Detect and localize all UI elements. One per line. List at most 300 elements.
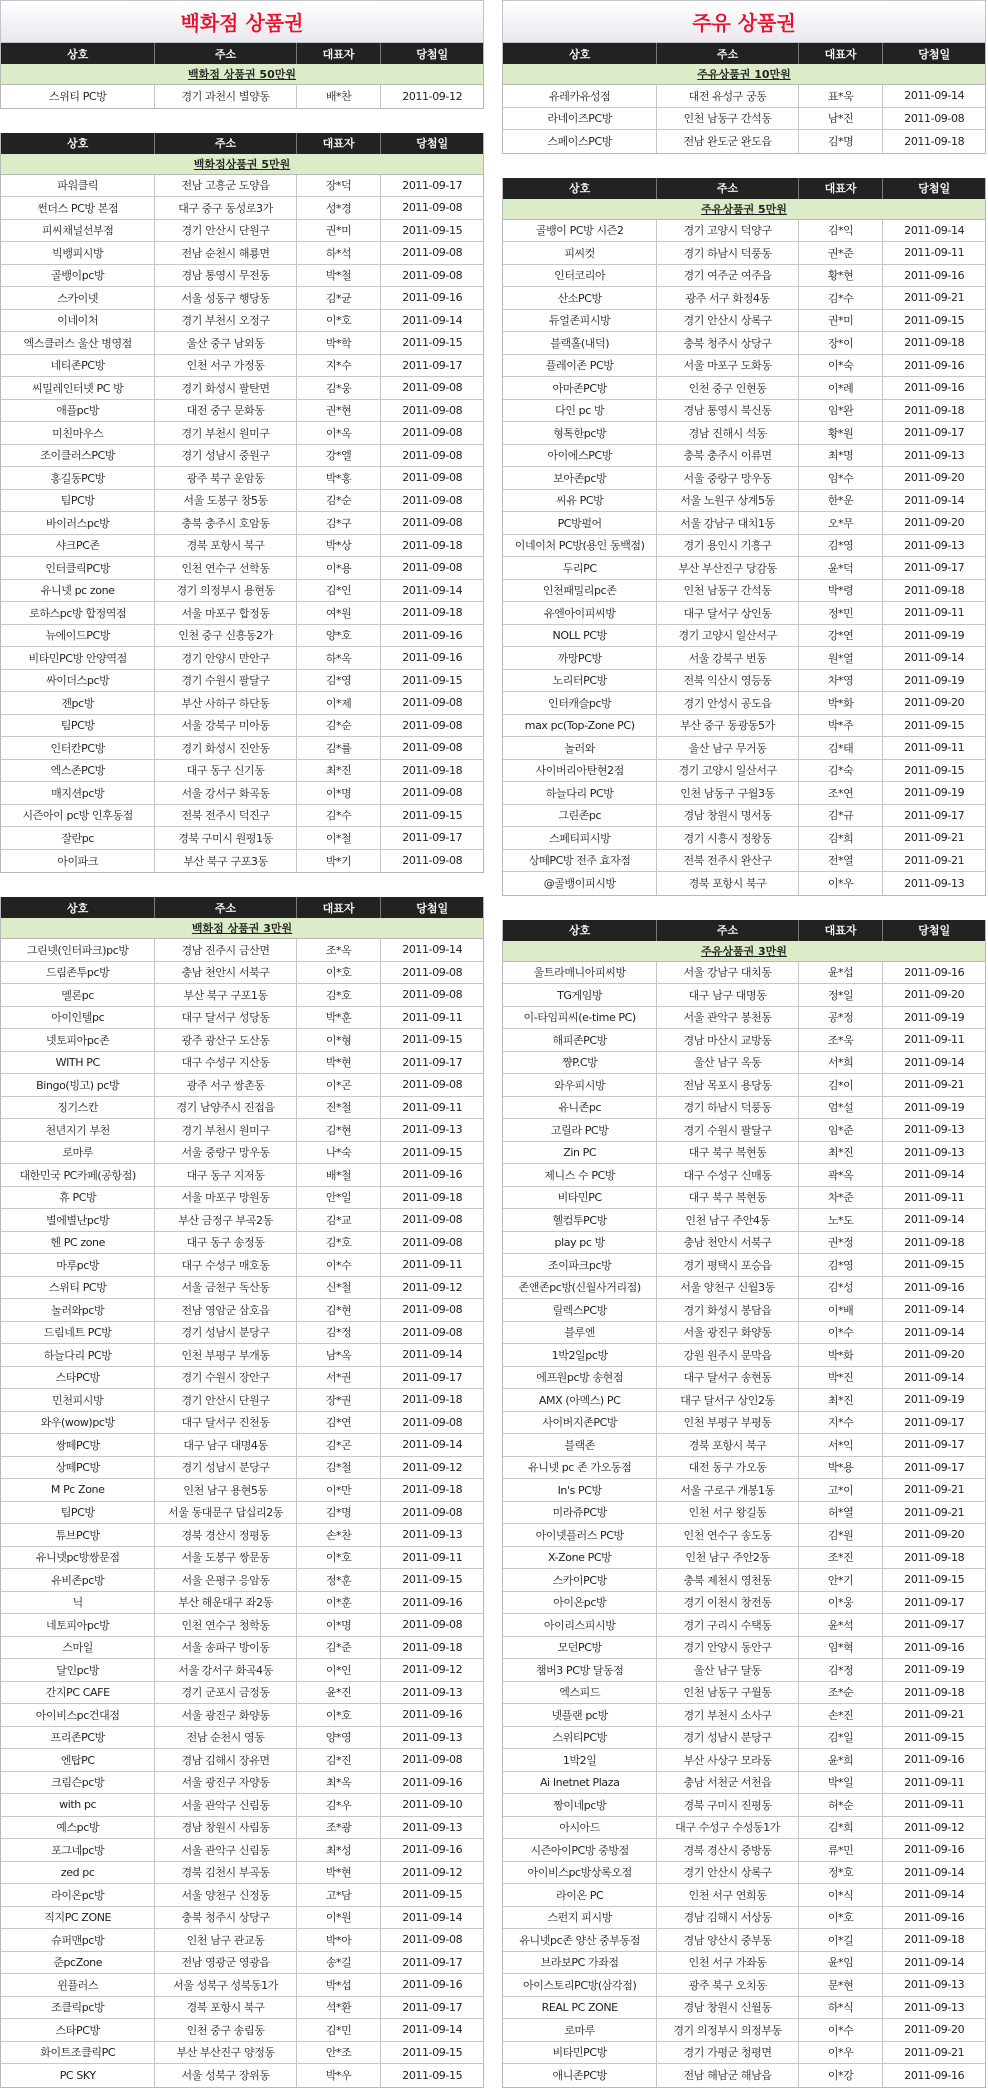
table-row xyxy=(503,1637,985,1660)
table-row xyxy=(1,962,483,985)
prize-section-title: 백화점 상품권 3만원 xyxy=(1,918,483,939)
table-row xyxy=(1,1074,483,1097)
shop-address: 충남 천안시 서북구 xyxy=(155,962,296,984)
representative: 조*광 xyxy=(297,1817,382,1839)
draw-date: 2011-09-08 xyxy=(402,741,463,755)
representative: 황*원 xyxy=(799,422,884,444)
representative: 권*미 xyxy=(297,220,382,242)
draw-date: 2011-09-21 xyxy=(904,291,965,305)
draw-date: 2011-09-20 xyxy=(904,471,965,485)
representative: 이*수 xyxy=(799,1322,884,1344)
representative: 하*석 xyxy=(297,242,382,264)
shop-name: 아마존PC방 xyxy=(503,377,657,399)
shop-name: WITH PC xyxy=(1,1052,155,1074)
header-rep: 대표자 xyxy=(297,133,382,154)
shop-address: 서울 구로구 개봉1동 xyxy=(657,1479,798,1501)
draw-date: 2011-09-21 xyxy=(904,853,965,867)
representative: 윤*희 xyxy=(799,1749,884,1771)
shop-name: 골뱅이pc방 xyxy=(1,265,155,287)
representative: 이*웅 xyxy=(799,1592,884,1614)
table-row xyxy=(1,760,483,783)
draw-date: 2011-09-16 xyxy=(402,1775,463,1789)
shop-name: 유니넷 pc 존 가오동점 xyxy=(503,1457,657,1479)
table-row xyxy=(1,602,483,625)
table-row xyxy=(1,1502,483,1525)
representative: 이*훈 xyxy=(297,1592,382,1614)
table-row xyxy=(1,1479,483,1502)
shop-name: 대한민국 PC카페(공항점) xyxy=(1,1164,155,1186)
shop-address: 경북 경산시 중방동 xyxy=(657,1839,798,1861)
shop-address: 대구 달서구 상인2동 xyxy=(657,1389,798,1411)
representative: 성*경 xyxy=(297,197,382,219)
representative: 조*연 xyxy=(799,782,884,804)
draw-date: 2011-09-15 xyxy=(904,763,965,777)
table-row xyxy=(503,467,985,490)
shop-address: 인천 중구 신흥동2가 xyxy=(155,625,296,647)
shop-address: 충북 제천시 영천동 xyxy=(657,1569,798,1591)
representative: 김*원 xyxy=(799,1524,884,1546)
shop-address: 서울 은평구 응암동 xyxy=(155,1569,296,1591)
draw-date: 2011-09-18 xyxy=(904,583,965,597)
table-row xyxy=(1,1524,483,1547)
draw-date: 2011-09-14 xyxy=(402,2023,463,2037)
shop-name: 유엔아이피씨방 xyxy=(503,602,657,624)
shop-address: 강원 원주시 문막읍 xyxy=(657,1344,798,1366)
shop-name: zed pc xyxy=(1,1862,155,1884)
shop-address: 인천 연수구 청학동 xyxy=(155,1614,296,1636)
shop-address: 대구 달서구 진천동 xyxy=(155,1412,296,1434)
representative: 박*기 xyxy=(297,850,382,873)
prize-section-title: 백화점상품권 5만원 xyxy=(1,154,483,175)
draw-date: 2011-09-17 xyxy=(904,808,965,822)
representative: 이*우 xyxy=(799,872,884,895)
shop-address: 전남 순천시 영동 xyxy=(155,1727,296,1749)
shop-address: 부산 북구 구포1동 xyxy=(155,984,296,1006)
representative: 김*일 xyxy=(799,1727,884,1749)
shop-address: 경기 안성시 공도읍 xyxy=(657,692,798,714)
draw-date: 2011-09-16 xyxy=(402,1708,463,1722)
draw-date: 2011-09-14 xyxy=(904,1055,965,1069)
table-row xyxy=(503,1794,985,1817)
table-row xyxy=(1,1007,483,1030)
shop-address: 경기 과천시 별양동 xyxy=(155,85,296,108)
shop-name: 프리존PC방 xyxy=(1,1727,155,1749)
table-row xyxy=(1,1659,483,1682)
shop-name: 하늘다리 PC방 xyxy=(1,1344,155,1366)
table-row xyxy=(503,1322,985,1345)
shop-address: 충북 충주시 이류면 xyxy=(657,445,798,467)
table-row xyxy=(503,2019,985,2042)
fuel-voucher-column xyxy=(502,0,986,2088)
table-row xyxy=(503,602,985,625)
shop-address: 광주 서구 화정4동 xyxy=(657,287,798,309)
header-addr: 주소 xyxy=(155,133,296,154)
table-row xyxy=(503,400,985,423)
table-row xyxy=(503,242,985,265)
shop-name: 크림슨pc방 xyxy=(1,1772,155,1794)
draw-date: 2011-09-18 xyxy=(402,1190,463,1204)
representative: 이*철 xyxy=(297,827,382,849)
draw-date: 2011-09-21 xyxy=(904,1483,965,1497)
shop-address: 충북 청주시 상당구 xyxy=(657,332,798,354)
representative: 이*옥 xyxy=(297,422,382,444)
header-name: 상호 xyxy=(503,178,657,199)
shop-address: 서울 광진구 화양동 xyxy=(657,1322,798,1344)
shop-address: 경기 평택시 포승읍 xyxy=(657,1254,798,1276)
header-addr: 주소 xyxy=(657,920,798,941)
shop-address: 서울 관악구 봉천동 xyxy=(657,1007,798,1029)
table-row xyxy=(1,1052,483,1075)
representative: 박*화 xyxy=(799,1344,884,1366)
representative: 박*화 xyxy=(799,692,884,714)
draw-date: 2011-09-08 xyxy=(904,111,965,125)
shop-address: 충남 천안시 서북구 xyxy=(657,1232,798,1254)
representative: 박*현 xyxy=(297,1862,382,1884)
header-rep: 대표자 xyxy=(297,897,382,918)
draw-date: 2011-09-11 xyxy=(402,1100,463,1114)
representative: 진*철 xyxy=(297,1097,382,1119)
table-row xyxy=(503,332,985,355)
table-row xyxy=(1,287,483,310)
shop-name: 썬더스 PC방 본점 xyxy=(1,197,155,219)
shop-name: 아이인텔pc xyxy=(1,1007,155,1029)
shop-name: @골뱅이피시방 xyxy=(503,872,657,895)
table-row xyxy=(1,535,483,558)
shop-name: 이-타임피씨(e-time PC) xyxy=(503,1007,657,1029)
prize-section-title: 주유상품권 5만원 xyxy=(503,199,985,220)
draw-date: 2011-09-08 xyxy=(402,786,463,800)
table-row xyxy=(1,85,483,108)
table-row xyxy=(503,2064,985,2087)
shop-address: 서울 도봉구 쌍문동 xyxy=(155,1547,296,1569)
shop-name: 블랙홀(내덕) xyxy=(503,332,657,354)
header-addr: 주소 xyxy=(657,43,798,64)
table-row xyxy=(503,1862,985,1885)
draw-date: 2011-09-17 xyxy=(904,1460,965,1474)
shop-address: 대전 중구 문화동 xyxy=(155,400,296,422)
shop-name: 엑스존PC방 xyxy=(1,760,155,782)
shop-address: 대구 중구 동성로3가 xyxy=(155,197,296,219)
shop-name: PC방펄어 xyxy=(503,512,657,534)
shop-address: 서울 송파구 방이동 xyxy=(155,1637,296,1659)
shop-address: 서울 동대문구 답십리2동 xyxy=(155,1502,296,1524)
representative: 여*원 xyxy=(297,602,382,624)
representative: 김*태 xyxy=(799,737,884,759)
shop-name: 천년지기 부천 xyxy=(1,1119,155,1141)
table-row xyxy=(1,625,483,648)
shop-name: 비타민PC방 xyxy=(503,2042,657,2064)
draw-date: 2011-09-08 xyxy=(402,516,463,530)
representative: 곽*옥 xyxy=(799,1164,884,1186)
shop-address: 울산 남구 옥동 xyxy=(657,1052,798,1074)
shop-address: 서울 성북구 성북동1가 xyxy=(155,1974,296,1996)
representative: 김*균 xyxy=(297,287,382,309)
draw-date: 2011-09-15 xyxy=(904,718,965,732)
column-title: 주유 상품권 xyxy=(502,0,986,43)
draw-date: 2011-09-08 xyxy=(402,561,463,575)
draw-date: 2011-09-15 xyxy=(402,1145,463,1159)
shop-address: 서울 강남구 대치동 xyxy=(657,962,798,984)
representative: 박*우 xyxy=(297,2064,382,2087)
shop-name: 시즌아이 pc방 인후동점 xyxy=(1,805,155,827)
draw-date: 2011-09-08 xyxy=(402,1505,463,1519)
table-header xyxy=(1,133,483,154)
representative: 김*인 xyxy=(297,580,382,602)
table-row xyxy=(503,1997,985,2020)
table-row xyxy=(1,1727,483,1750)
shop-name: 인천패밀리pc존 xyxy=(503,580,657,602)
table-row xyxy=(1,1277,483,1300)
representative: 송*길 xyxy=(297,1952,382,1974)
representative: 조*순 xyxy=(799,1682,884,1704)
table-row xyxy=(503,1907,985,1930)
draw-date: 2011-09-19 xyxy=(904,673,965,687)
draw-date: 2011-09-08 xyxy=(402,471,463,485)
shop-address: 경기 수원시 팔달구 xyxy=(657,1119,798,1141)
prize-section-title: 주유상품권 10만원 xyxy=(503,64,985,85)
shop-address: 경남 창원시 사림동 xyxy=(155,1817,296,1839)
representative: 김*현 xyxy=(297,1299,382,1321)
table-header xyxy=(503,920,985,941)
shop-address: 대구 동구 지저동 xyxy=(155,1164,296,1186)
representative: 박*령 xyxy=(799,580,884,602)
table-header xyxy=(1,897,483,918)
representative: 박*진 xyxy=(799,1367,884,1389)
draw-date: 2011-09-08 xyxy=(402,403,463,417)
representative: 조*욱 xyxy=(799,1029,884,1051)
shop-name: 노리터PC방 xyxy=(503,670,657,692)
representative: 노*도 xyxy=(799,1209,884,1231)
table-row xyxy=(503,220,985,243)
draw-date: 2011-09-15 xyxy=(904,313,965,327)
draw-date: 2011-09-14 xyxy=(402,1348,463,1362)
table-row xyxy=(503,805,985,828)
table-row xyxy=(1,580,483,603)
table-row xyxy=(1,1749,483,1772)
shop-name: 상떼PC방 전주 효자점 xyxy=(503,850,657,872)
representative: 문*현 xyxy=(799,1974,884,1996)
representative: 김*민 xyxy=(297,2019,382,2041)
shop-name: NOLL PC방 xyxy=(503,625,657,647)
shop-name: 1박2일pc방 xyxy=(503,1344,657,1366)
table-header xyxy=(503,178,985,199)
shop-address: 경남 양산시 중부동 xyxy=(657,1929,798,1951)
shop-name: 사이버리아탄현2점 xyxy=(503,760,657,782)
shop-name: 엑스클러스 울산 병영점 xyxy=(1,332,155,354)
shop-address: 경북 포항시 북구 xyxy=(657,872,798,895)
draw-date: 2011-09-21 xyxy=(904,1078,965,1092)
representative: 석*환 xyxy=(297,1997,382,2019)
representative: 박*일 xyxy=(799,1772,884,1794)
shop-name: AMX (아멕스) PC xyxy=(503,1389,657,1411)
draw-date: 2011-09-08 xyxy=(402,718,463,732)
shop-address: 전북 전주시 완산구 xyxy=(657,850,798,872)
table-row xyxy=(1,197,483,220)
shop-address: 서울 중랑구 망우동 xyxy=(657,467,798,489)
shop-address: 대구 남구 대명4동 xyxy=(155,1434,296,1456)
draw-date: 2011-09-21 xyxy=(904,2045,965,2059)
representative: 최*옥 xyxy=(297,1772,382,1794)
table-row xyxy=(1,782,483,805)
shop-name: Bingo(빙고) pc방 xyxy=(1,1074,155,1096)
table-row xyxy=(1,2042,483,2065)
table-row xyxy=(503,1007,985,1030)
representative: 김*률 xyxy=(297,737,382,759)
shop-name: 비타민PC xyxy=(503,1187,657,1209)
shop-name: 유니넷pc방쌍문점 xyxy=(1,1547,155,1569)
table-row xyxy=(1,2019,483,2042)
draw-date: 2011-09-18 xyxy=(402,1640,463,1654)
draw-date: 2011-09-08 xyxy=(402,988,463,1002)
table-row xyxy=(1,670,483,693)
representative: 남*진 xyxy=(799,108,884,130)
header-rep: 대표자 xyxy=(799,920,884,941)
draw-date: 2011-09-13 xyxy=(402,1528,463,1542)
shop-address: 부산 사상구 모라동 xyxy=(657,1749,798,1771)
shop-address: 경기 부천시 오정구 xyxy=(155,310,296,332)
table-row xyxy=(1,1097,483,1120)
shop-name: 팀PC방 xyxy=(1,1502,155,1524)
table-row xyxy=(503,108,985,131)
shop-address: 서울 관악구 신림동 xyxy=(155,1839,296,1861)
representative: 이*강 xyxy=(799,2064,884,2087)
table-row xyxy=(1,490,483,513)
shop-name: 헬컴투PC방 xyxy=(503,1209,657,1231)
table-row xyxy=(503,1884,985,1907)
shop-name: 윈플러스 xyxy=(1,1974,155,1996)
table-row xyxy=(503,1299,985,1322)
shop-address: 인천 중구 송림동 xyxy=(155,2019,296,2041)
shop-address: 서울 금천구 독산동 xyxy=(155,1277,296,1299)
representative: 김*순 xyxy=(297,490,382,512)
shop-name: 젠pc방 xyxy=(1,692,155,714)
shop-address: 경기 성남시 분당구 xyxy=(155,1322,296,1344)
representative: 최*성 xyxy=(297,1839,382,1861)
draw-date: 2011-09-14 xyxy=(904,1303,965,1317)
draw-date: 2011-09-08 xyxy=(402,201,463,215)
shop-name: 스타PC방 xyxy=(1,2019,155,2041)
header-date: 당첨일 xyxy=(918,47,951,61)
shop-name: 로마루 xyxy=(503,2019,657,2041)
shop-name: 샤크PC존 xyxy=(1,535,155,557)
representative: 공*정 xyxy=(799,1007,884,1029)
shop-name: 듀얼존피시방 xyxy=(503,310,657,332)
shop-name: 울트라매니아피씨방 xyxy=(503,962,657,984)
draw-date: 2011-09-13 xyxy=(904,876,965,890)
representative: 임*혁 xyxy=(799,1637,884,1659)
shop-name: 멜론pc xyxy=(1,984,155,1006)
draw-date: 2011-09-08 xyxy=(402,381,463,395)
draw-date: 2011-09-13 xyxy=(904,1978,965,1992)
shop-address: 경기 수원시 장안구 xyxy=(155,1367,296,1389)
shop-name: 화이트조클릭PC xyxy=(1,2042,155,2064)
draw-date: 2011-09-16 xyxy=(904,2068,965,2082)
shop-name: 놀러와 xyxy=(503,737,657,759)
draw-date: 2011-09-11 xyxy=(904,1798,965,1812)
table-row xyxy=(1,1344,483,1367)
representative: 이*명 xyxy=(297,1614,382,1636)
draw-date: 2011-09-17 xyxy=(904,1618,965,1632)
table-row xyxy=(503,1659,985,1682)
table-row xyxy=(503,535,985,558)
shop-address: 인천 서구 왕길동 xyxy=(657,1502,798,1524)
shop-name: 별에별난pc방 xyxy=(1,1209,155,1231)
draw-date: 2011-09-14 xyxy=(904,89,965,103)
shop-address: 서울 양천구 신정동 xyxy=(155,1884,296,1906)
shop-address: 전남 순천시 해룡면 xyxy=(155,242,296,264)
shop-name: 인터칸PC방 xyxy=(1,737,155,759)
shop-address: 대구 달서구 상인동 xyxy=(657,602,798,624)
table-row xyxy=(1,1569,483,1592)
column-title: 백화점 상품권 xyxy=(0,0,484,43)
table-row xyxy=(503,1434,985,1457)
shop-address: 서울 중랑구 망우동 xyxy=(155,1142,296,1164)
table-row xyxy=(503,850,985,873)
representative: 고*담 xyxy=(297,1884,382,1906)
representative: 이*형 xyxy=(297,1029,382,1051)
representative: 권*미 xyxy=(799,310,884,332)
table-row xyxy=(1,1839,483,1862)
shop-address: 부산 중구 동광동5가 xyxy=(657,715,798,737)
representative: 안*조 xyxy=(297,2042,382,2064)
draw-date: 2011-09-08 xyxy=(402,493,463,507)
representative: 전*열 xyxy=(799,850,884,872)
table-row xyxy=(1,1187,483,1210)
representative: 김*우 xyxy=(297,1794,382,1816)
representative: 이*만 xyxy=(297,1479,382,1501)
representative: 김*명 xyxy=(297,1502,382,1524)
draw-date: 2011-09-14 xyxy=(904,493,965,507)
representative: 고*이 xyxy=(799,1479,884,1501)
representative: 박*현 xyxy=(297,1052,382,1074)
shop-name: 로마루 xyxy=(1,1142,155,1164)
shop-name: 엑스피드 xyxy=(503,1682,657,1704)
table-row xyxy=(1,737,483,760)
draw-date: 2011-09-13 xyxy=(904,448,965,462)
shop-name: 이네이처 xyxy=(1,310,155,332)
shop-address: 서울 마포구 합정동 xyxy=(155,602,296,624)
draw-date: 2011-09-18 xyxy=(904,1550,965,1564)
table-row xyxy=(503,1749,985,1772)
winner-table xyxy=(502,178,986,896)
draw-date: 2011-09-14 xyxy=(402,313,463,327)
shop-address: 서울 도봉구 창5동 xyxy=(155,490,296,512)
table-row xyxy=(503,737,985,760)
shop-name: 예스pc방 xyxy=(1,1817,155,1839)
shop-name: 스위티 PC방 xyxy=(1,85,155,108)
shop-name: 상떼PC방 xyxy=(1,1457,155,1479)
shop-address: 경기 부천시 원미구 xyxy=(155,1119,296,1141)
draw-date: 2011-09-16 xyxy=(904,1910,965,1924)
shop-name: 조클릭pc방 xyxy=(1,1997,155,2019)
draw-date: 2011-09-17 xyxy=(402,831,463,845)
representative: 조*옥 xyxy=(297,939,382,961)
representative: 이*호 xyxy=(297,310,382,332)
table-header xyxy=(503,43,985,64)
shop-address: 부산 사하구 하단동 xyxy=(155,692,296,714)
shop-address: 대구 수성구 지산동 xyxy=(155,1052,296,1074)
draw-date: 2011-09-14 xyxy=(402,1438,463,1452)
draw-date: 2011-09-13 xyxy=(402,1730,463,1744)
header-date: 당첨일 xyxy=(416,901,449,915)
draw-date: 2011-09-17 xyxy=(402,1955,463,1969)
shop-name: 해피존PC방 xyxy=(503,1029,657,1051)
header-date: 당첨일 xyxy=(918,182,951,195)
shop-name: 넷토피아pc존 xyxy=(1,1029,155,1051)
table-row xyxy=(1,1704,483,1727)
draw-date: 2011-09-14 xyxy=(904,1213,965,1227)
shop-name: 라이온pc방 xyxy=(1,1884,155,1906)
